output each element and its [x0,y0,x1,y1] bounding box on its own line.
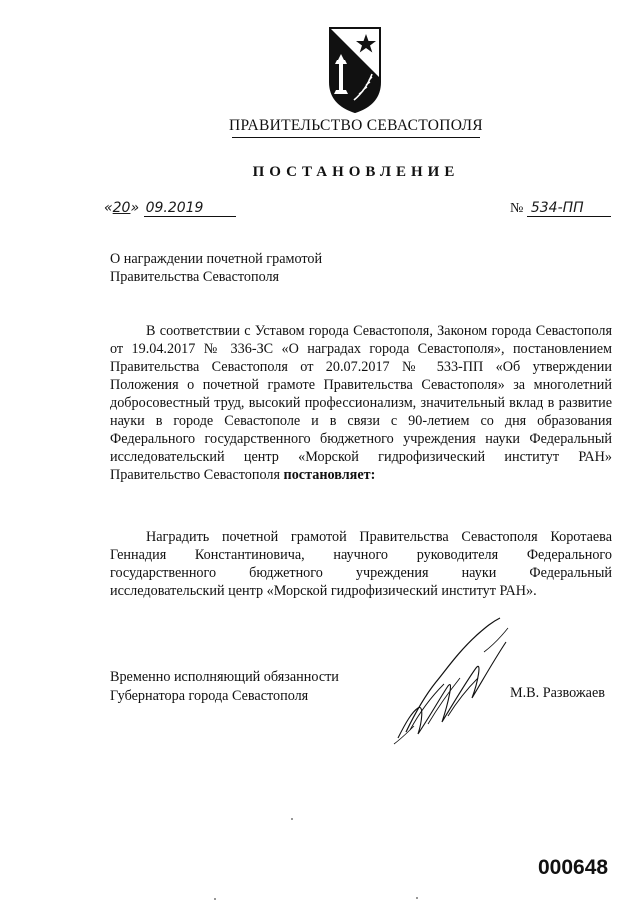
handwritten-signature [388,612,514,752]
award-paragraph: Наградить почетной грамотой Правительства Севастополя Коротаева Геннадия Константиновича, научного руководителя Федерального государственного бюджетного учреждения науки Федеральный исследовательский центр «Морской гидрофизический институт РАН». [110,529,612,599]
scan-speck [416,897,418,899]
document-type-title: ПОСТАНОВЛЕНИЕ [252,164,460,180]
scan-speck [214,898,216,900]
date-day: 20 [112,200,131,216]
organization-title: ПРАВИТЕЛЬСТВО СЕВАСТОПОЛЯ [229,117,483,134]
number-sign: № [510,201,524,216]
preamble-paragraph [110,322,612,484]
document-date [104,200,236,217]
position-line-1: Временно исполняющий обязанности [110,669,339,685]
serial-number: 000648 [538,856,609,879]
decree-colon: : [370,467,376,483]
signatory-position [110,668,339,706]
subject-line-1: О награждении почетной грамотой [110,251,323,267]
number-value: 534-ПП [527,200,611,217]
document-subject [110,250,322,286]
date-close-quote: » [130,200,140,216]
date-open-quote: « [104,200,113,216]
sevastopol-coat-of-arms-icon [326,24,384,114]
scan-speck [291,818,293,820]
decree-keyword: постановляет [283,467,371,483]
position-line-2: Губернатора города Севастополя [110,688,309,704]
signatory-name: М.В. Развожаев [510,685,605,701]
date-month-year: 09.2019 [144,200,236,217]
organization-underline [232,137,480,138]
subject-line-2: Правительства Севастополя [110,269,280,285]
preamble-text: В соответствии с Уставом города Севастополя, Законом города Севастополя от 19.04.2017 № 336-ЗС «О наградах города Севастополя», постановлением Правительства Севастополя от 20.07.2017 № 533-ПП «Об утверждении Положения о почетной грамоте Правительства Севастополя» за многолетний добросовестный труд, высокий профессионализм, значительный вклад в развитие науки в городе Севастополе и в связи с 90-летием со дня образования Федерального государственного бюджетного учреждения науки Федеральный исследовательский центр «Морской гидрофизический институт РАН» Правительство Севастополя [110,323,612,483]
document-number [510,200,611,217]
